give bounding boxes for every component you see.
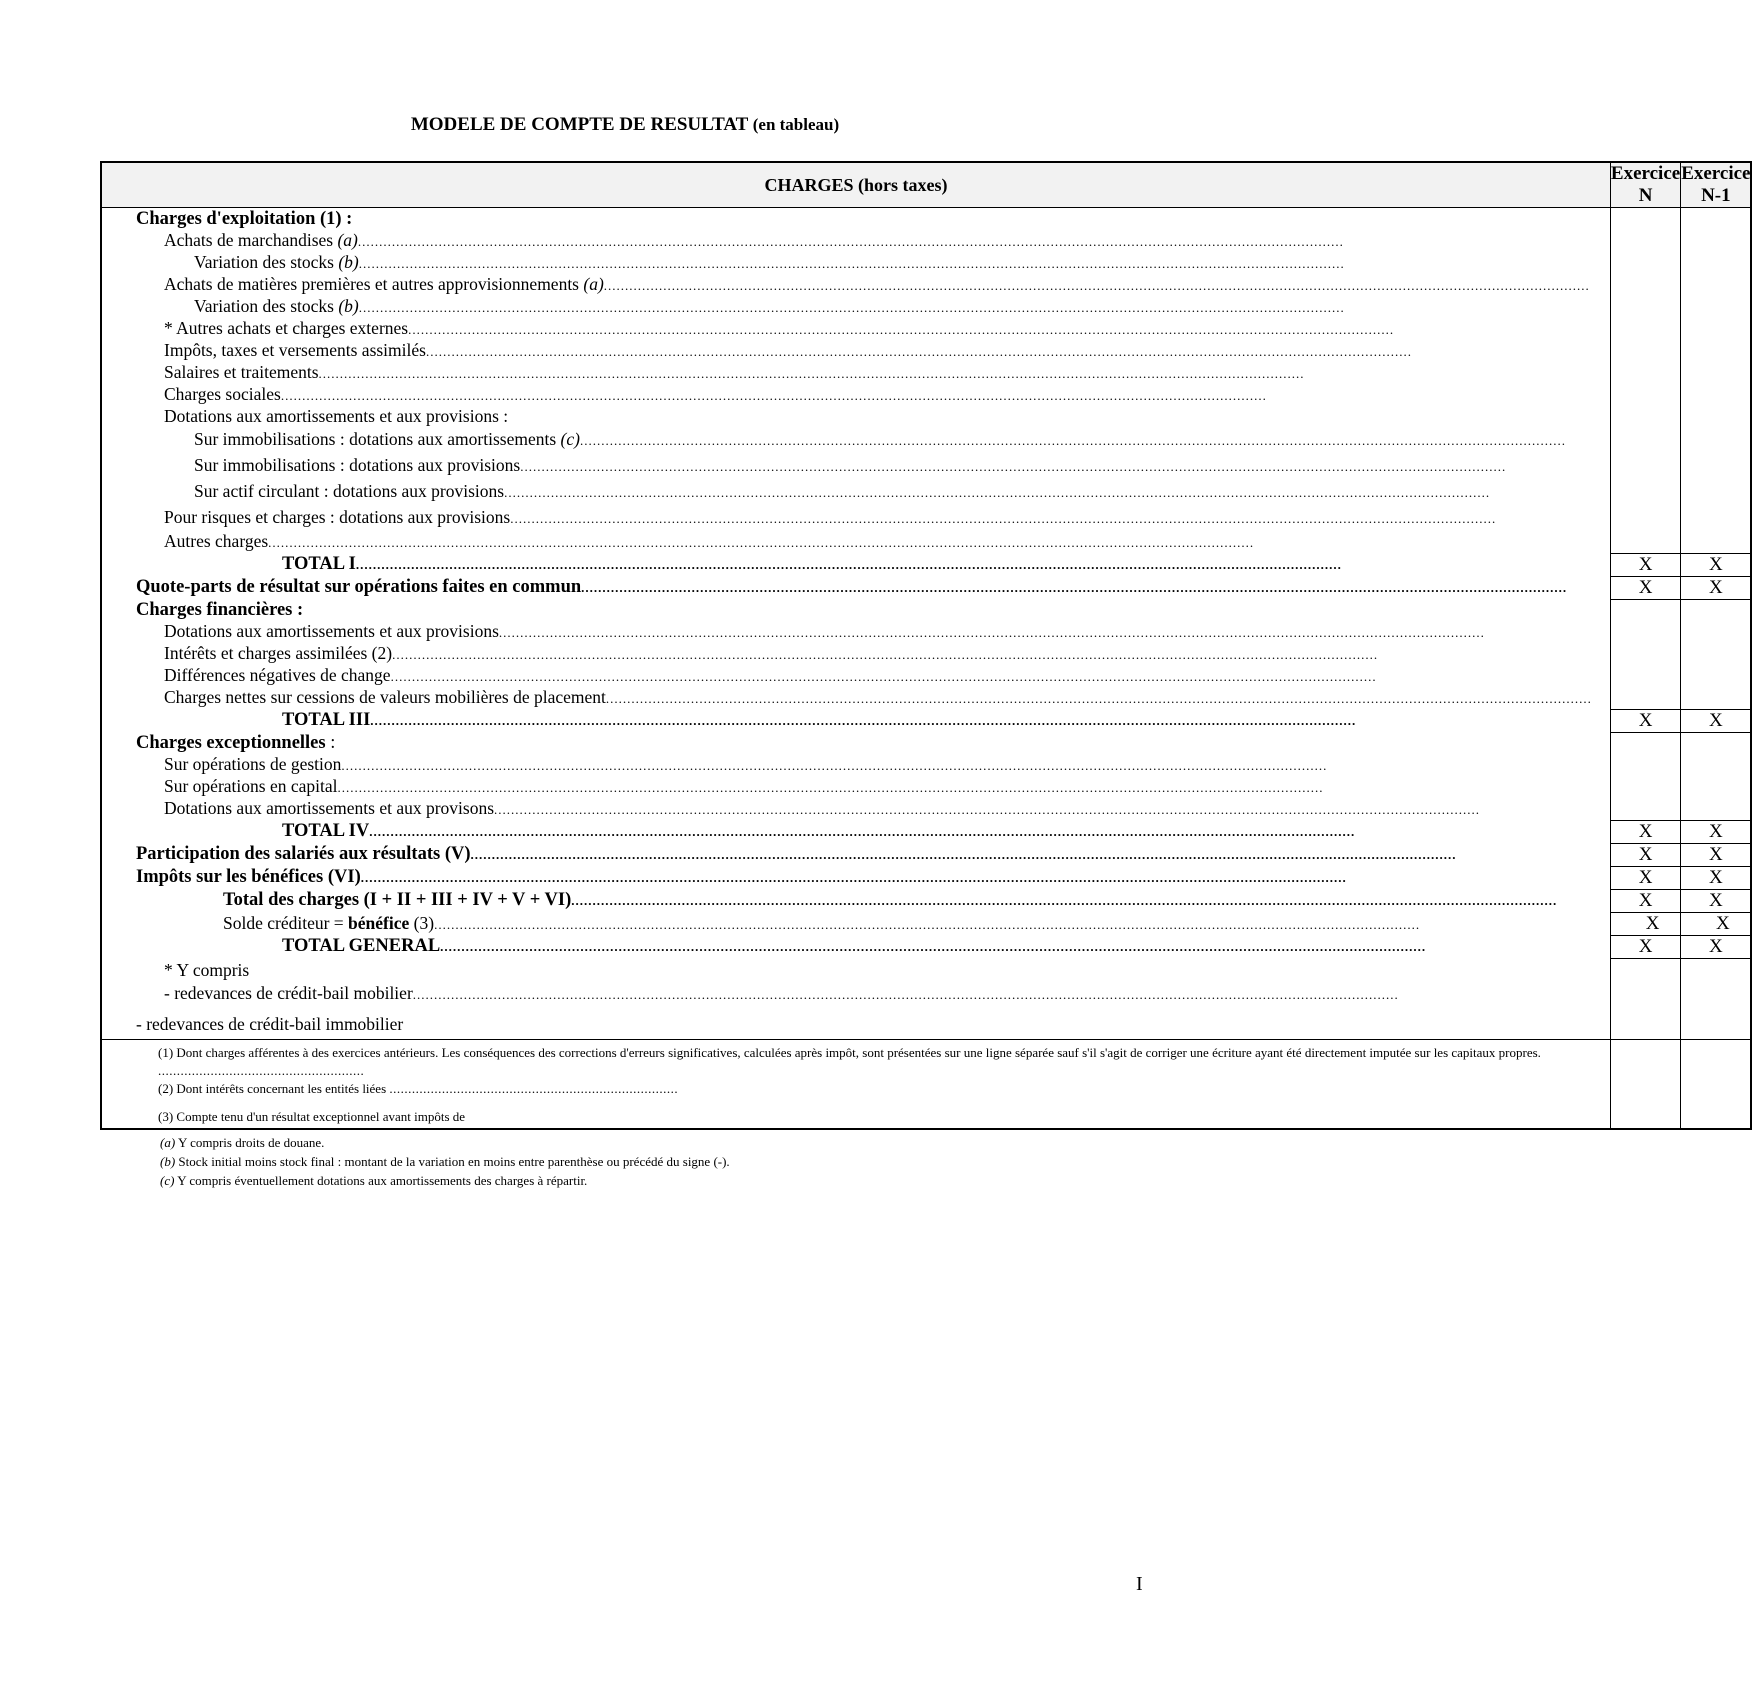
cell-n	[1610, 1040, 1680, 1130]
total-3-label: TOTAL III .....	[102, 710, 1610, 731]
cell-x: X	[1681, 709, 1752, 732]
cell-n-1	[1681, 599, 1752, 709]
cell-n	[1610, 958, 1680, 1040]
table-row	[101, 576, 1751, 599]
footnotes	[160, 1133, 730, 1190]
list-item: - redevances de crédit-bail mobilier .....	[102, 981, 1610, 1007]
list-item: Dotations aux amortissements et aux provisions .....	[102, 621, 1610, 643]
cell-x: X	[1681, 912, 1752, 935]
cell-x: X	[1610, 553, 1680, 576]
table-row	[101, 208, 1751, 554]
list-item: Salaires et traitements .....	[102, 362, 1610, 384]
list-item: Charges nettes sur cessions de valeurs mobilières de placement .....	[102, 687, 1610, 709]
footnote-c: (c) Y compris éventuellement dotations aux amortissements des charges à répartir.	[160, 1173, 588, 1188]
cell-x: X	[1610, 843, 1680, 866]
cell-n	[1610, 732, 1680, 820]
cell-n	[1610, 599, 1680, 709]
cell-x: X	[1610, 709, 1680, 732]
page-title: MODELE DE COMPTE DE RESULTAT (en tableau)	[410, 114, 840, 135]
list-item: Achats de marchandises (a) .....	[102, 230, 1610, 252]
footnote-a: (a) Y compris droits de douane.	[160, 1135, 325, 1150]
footnote-b: (b) Stock initial moins stock final : montant de la variation en moins entre parenthèse ou précédé du signe (-).	[160, 1154, 730, 1169]
cell-n	[1610, 208, 1680, 554]
list-item: Impôts, taxes et versements assimilés .....	[102, 340, 1610, 362]
cell-x: X	[1610, 576, 1680, 599]
list-item: Sur opérations en capital .....	[102, 776, 1610, 798]
list-item: Dotations aux amortissements et aux provisions :	[164, 406, 509, 426]
list-item: * Y compris	[164, 960, 250, 980]
cell-x: X	[1681, 935, 1752, 958]
cell-x: X	[1610, 820, 1680, 843]
financieres-heading: Charges financières :	[136, 600, 304, 620]
list-item: - redevances de crédit-bail immobilier	[136, 1014, 404, 1034]
list-item: Pour risques et charges : dotations aux provisions .....	[102, 505, 1610, 531]
table-row	[101, 553, 1751, 576]
list-item: Dotations aux amortissements et aux provisons .....	[102, 798, 1610, 820]
cell-n-1	[1681, 732, 1752, 820]
cell-x: X	[1681, 843, 1752, 866]
total-charges-label: Total des charges (I + II + III + IV + V + VI) .....	[102, 890, 1610, 911]
table-row	[101, 958, 1751, 1040]
cell-n-1	[1681, 958, 1752, 1040]
list-item: Sur actif circulant : dotations aux provisions .....	[102, 479, 1610, 505]
total-4-label: TOTAL IV .....	[102, 821, 1610, 842]
cell-x: X	[1610, 912, 1680, 935]
total-general-label: TOTAL GENERAL .....	[102, 936, 1610, 957]
participation-label: Participation des salariés aux résultats (V) .....	[102, 844, 1610, 865]
cell-x: X	[1681, 889, 1752, 912]
income-statement-table	[100, 161, 1752, 1130]
exploitation-heading: Charges d'exploitation (1) :	[136, 209, 353, 229]
quote-parts-label: Quote-parts de résultat sur opérations faites en commun .....	[102, 577, 1610, 598]
table-header-row	[101, 162, 1751, 208]
solde-crediteur-label: Solde créditeur = bénéfice (3) .....	[102, 913, 1610, 935]
cell-x: X	[1681, 576, 1752, 599]
table-row	[101, 935, 1751, 958]
table-row	[101, 599, 1751, 709]
impots-benefices-label: Impôts sur les bénéfices (VI) .....	[102, 867, 1610, 888]
list-item: Sur opérations de gestion .....	[102, 754, 1610, 776]
table-row	[101, 1040, 1751, 1130]
header-exercice-n-1: Exercice N-1	[1681, 163, 1751, 206]
cell-x: X	[1610, 866, 1680, 889]
page-number: I	[1136, 1573, 1143, 1595]
total-1-label: TOTAL I .....	[102, 554, 1610, 575]
list-item: Intérêts et charges assimilées (2) .....	[102, 643, 1610, 665]
table-row	[101, 866, 1751, 889]
header-exercice-n: Exercice N	[1610, 163, 1681, 206]
table-row	[101, 912, 1751, 935]
list-item: Variation des stocks (b) .....	[102, 252, 1610, 274]
list-item: Différences négatives de change .....	[102, 665, 1610, 687]
list-item: Sur immobilisations : dotations aux provisions .....	[102, 453, 1610, 479]
note-3: (3) Compte tenu d'un résultat exceptionnel avant impôts de	[158, 1109, 466, 1124]
table-row	[101, 732, 1751, 820]
list-item: * Autres achats et charges externes .....	[102, 318, 1610, 340]
list-item: Achats de matières premières et autres approvisionnements (a) .....	[102, 274, 1610, 296]
list-item: Charges sociales .....	[102, 384, 1610, 406]
cell-x: X	[1681, 820, 1752, 843]
list-item: Sur immobilisations : dotations aux amortissements (c) .....	[102, 427, 1610, 453]
list-item: Variation des stocks (b) .....	[102, 296, 1610, 318]
cell-x: X	[1610, 935, 1680, 958]
note-2: (2) Dont intérêts concernant les entités liées .............................................................................	[158, 1081, 679, 1096]
list-item: Autres charges .....	[102, 531, 1610, 553]
table-row	[101, 709, 1751, 732]
header-charges: CHARGES (hors taxes)	[101, 162, 1610, 208]
cell-x: X	[1681, 553, 1752, 576]
table-row	[101, 889, 1751, 912]
cell-n-1	[1681, 208, 1752, 554]
cell-x: X	[1610, 889, 1680, 912]
note-1: (1) Dont charges afférentes à des exercices antérieurs. Les conséquences des corrections d'erreurs significatives, calculées après impôt, sont présentées sur une ligne séparée sauf s'il s'agit de corriger une écriture ayant été directement imputée sur les capitaux propres. .......................................................	[158, 1045, 1541, 1078]
table-row	[101, 843, 1751, 866]
cell-n-1	[1681, 1040, 1752, 1130]
table-row	[101, 820, 1751, 843]
exceptionnelles-heading: Charges exceptionnelles :	[136, 733, 336, 753]
cell-x: X	[1681, 866, 1752, 889]
